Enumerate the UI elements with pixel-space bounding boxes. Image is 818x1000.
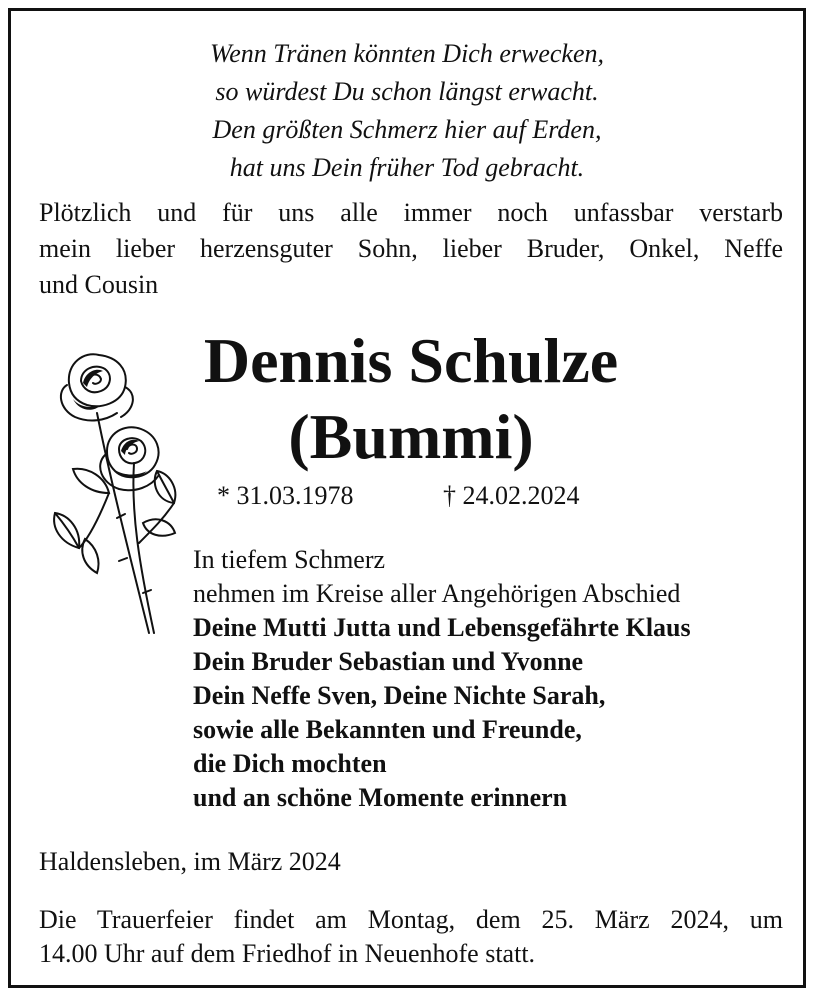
mourner-name-line: Deine Mutti Jutta und Lebensgefährte Klaus — [193, 613, 691, 642]
birth-date: * 31.03.1978 — [217, 481, 354, 510]
intro-line: Plötzlich und für uns alle immer noch unfassbar verstarb — [39, 198, 783, 227]
mourner-name-line: Dein Neffe Sven, Deine Nichte Sarah, — [193, 681, 606, 710]
deceased-name-block — [111, 323, 711, 475]
deceased-nickname: (Bummi) — [288, 401, 534, 472]
mourner-name-line: die Dich mochten — [193, 749, 387, 778]
place-date: Haldensleben, im März 2024 — [39, 847, 341, 876]
poem-line: so würdest Du schon längst erwacht. — [215, 77, 599, 106]
intro-line: und Cousin — [39, 270, 159, 299]
intro-line: mein lieber herzensguter Sohn, lieber Bruder, Onkel, Neffe — [39, 234, 783, 263]
mourner-name-line: sowie alle Bekannten und Freunde, — [193, 715, 582, 744]
funeral-info — [39, 903, 783, 971]
obituary-frame — [8, 8, 806, 988]
poem-line: Den größten Schmerz hier auf Erden, — [212, 115, 602, 144]
death-date: † 24.02.2024 — [443, 481, 580, 510]
funeral-line: Die Trauerfeier findet am Montag, dem 25. März 2024, um — [39, 905, 783, 934]
funeral-line: 14.00 Uhr auf dem Friedhof in Neuenhofe statt. — [39, 939, 536, 968]
mourners-block — [193, 543, 691, 815]
poem — [11, 35, 803, 187]
intro-text — [39, 195, 783, 303]
mourner-line: In tiefem Schmerz — [193, 545, 386, 574]
mourner-name-line: und an schöne Momente erinnern — [193, 783, 568, 812]
mourner-line: nehmen im Kreise aller Angehörigen Abschied — [193, 579, 681, 608]
poem-line: Wenn Tränen könnten Dich erwecken, — [210, 39, 604, 68]
deceased-name: Dennis Schulze — [203, 325, 619, 396]
poem-line: hat uns Dein früher Tod gebracht. — [229, 153, 585, 182]
mourner-name-line: Dein Bruder Sebastian und Yvonne — [193, 647, 584, 676]
